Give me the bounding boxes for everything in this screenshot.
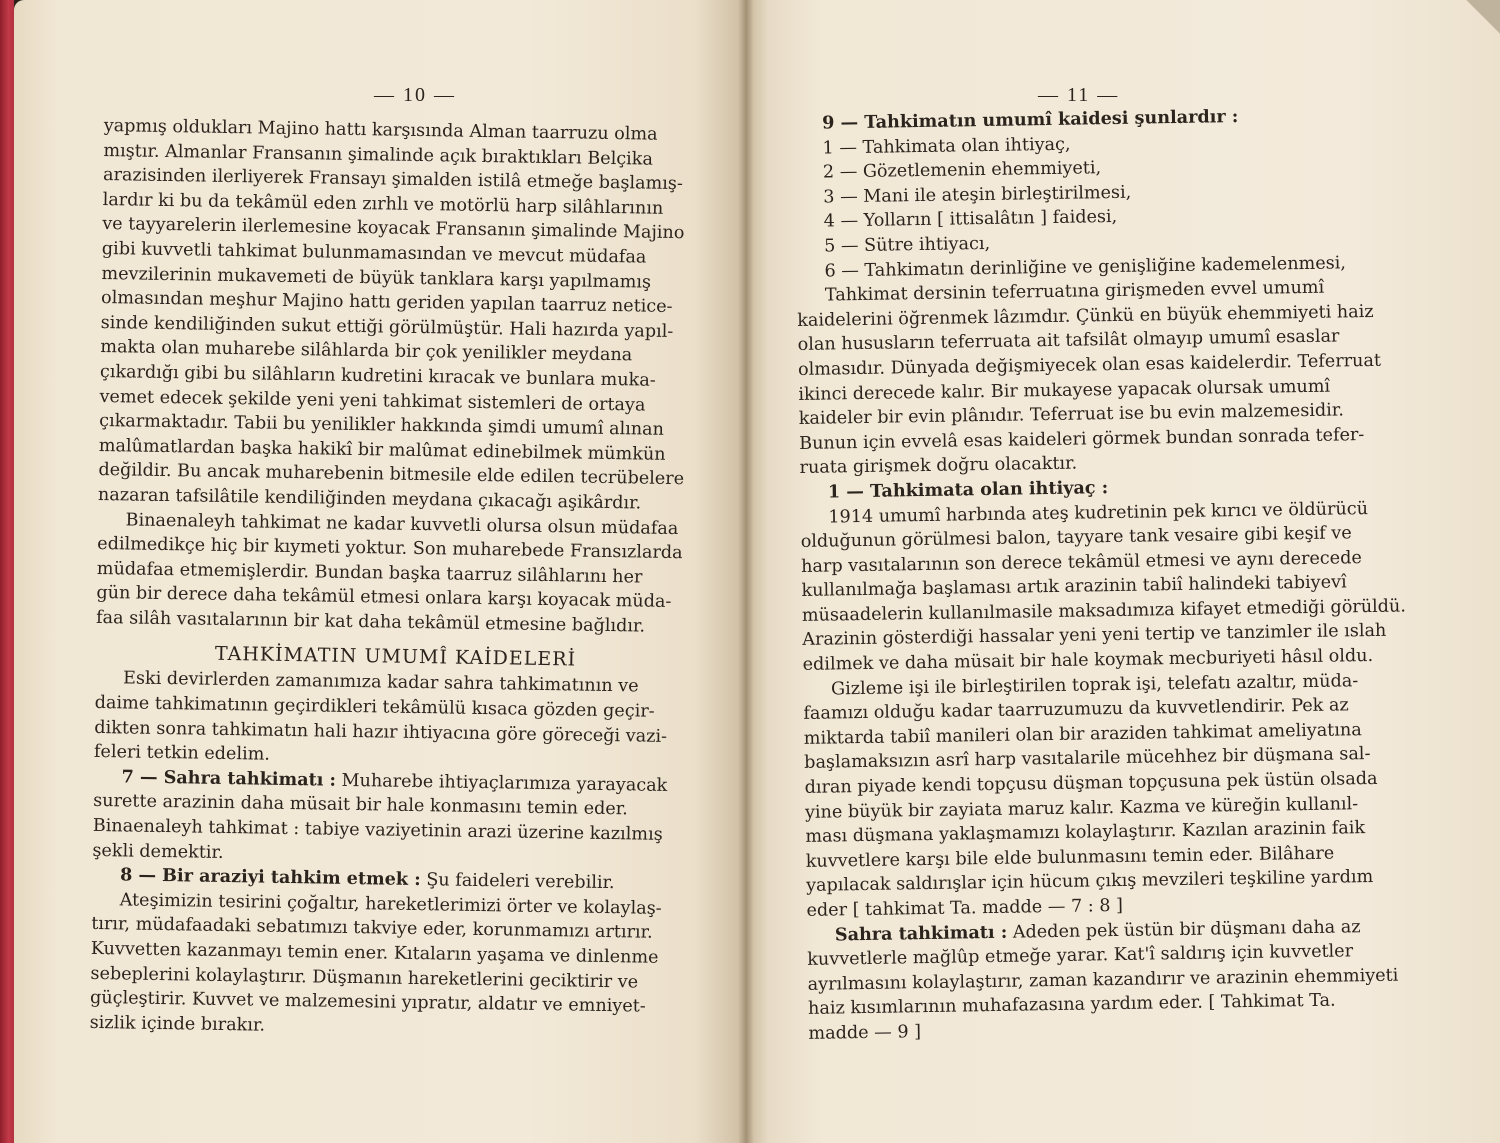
sahra-tahkimati-paragraph [807,914,1403,1046]
text-line: madde — 9 ] [808,1022,922,1044]
text-line: yapmış oldukları Majino hattı karşısında Alman taarruzu olma [103,115,658,145]
text-line: malûmatlardan başka hakikî bir malûmat edinebilmek mümkün [98,435,666,465]
text-line: gibi kuvvetli tahkimat bulunmamasından ve mevcut müdafaa [101,238,647,268]
left-paragraph-2 [96,507,698,639]
text-line: mevzilerinin mukavemeti de büyük tanklara karşı yapılmamış [101,263,652,293]
text-line: sebeplerini kolaylaştırır. Düşmanın hareketlerini geciktirir ve [90,963,639,993]
text-line: Gizleme işi ile birleştirilen toprak işi, telefatı azaltır, müda- [830,670,1359,700]
text-line: ve tayyarelerin ilerlemesine koyacak Fransanın şimalinde Majino [102,214,685,244]
text-line: nazaran tafsilâtile kendiliğinden meydana çıkacağı aşikârdır. [97,484,642,514]
text-line: daime tahkimatının geçirdikleri tekâmülü kısaca gözden geçir- [94,692,655,722]
text-line: kullanılmağa başlaması artık arazinin tabiî halindeki tabiyevî [801,572,1347,602]
text-line: olmasından meşhur Majino hattı geriden yapılan taarruz netice- [100,288,673,318]
text-line: Tahkimat dersinin teferruatına girişmeden evvel umumî [824,277,1325,306]
book-gutter [738,0,754,1143]
right-paragraph-3 [803,668,1401,923]
section-7-text: Muharebe ihtiyaçlarımıza yarayacak [335,770,668,796]
section-9-heading: 9 — Tahkimatın umumî kaidesi şunlardır : [822,106,1239,134]
list-item: 5 — Sütre ihtiyacı, [823,233,991,257]
list-item: 6 — Tahkimatın derinliğine ve genişliğine kademelenmesi, [824,252,1347,282]
text-line: Arazinin gösterdiği hassalar yeni yeni tertip ve tanzimler ile ıslah [802,621,1387,651]
left-page-text [90,114,704,1045]
section-8 [90,863,693,1045]
text-line: lardır ki bu da tekâmül eden zırhlı ve motörlü harp silâhlarının [102,189,664,219]
left-paragraph-3 [94,666,695,774]
text-line: harp vasıtalarının son derece tekâmül etmesi ve aynı derecede [800,547,1362,577]
text-line: haiz kısımlarının muhafazasına yardım eder. [ Tahkimat Ta. [807,990,1336,1020]
sahra-label: Sahra tahkimatı : [834,921,1008,946]
section-8-label: 8 — Bir araziyi tahkim etmek : [119,864,421,891]
left-page [14,0,746,1143]
text-line: ayrılmasını kolaylaştırır, zaman kazandırır ve arazinin ehemmiyeti [807,965,1399,995]
list-item: 4 — Yolların [ ittisalâtın ] faidesi, [823,207,1118,232]
text-line: çıkardığı gibi bu silâhların kudretini kıracak ve bunlara muka- [99,361,656,391]
right-paragraph-1 [797,275,1394,481]
section-7-label: 7 — Sahra tahkimatı : [121,766,337,791]
page-number-left: — 10 — [374,84,456,106]
text-line: değildir. Bu ancak muharebenin bitmesile elde edilen tecrübelere [98,460,685,490]
left-paragraph-1 [98,114,704,517]
text-line: Bunun için evvelâ esas kaideleri görmek bundan sonrada tefer- [799,424,1365,454]
text-line: olduğunun görülmesi balon, tayyare tank vesaire gibi keşif ve [800,523,1352,553]
text-line: vemet edecek şekilde yeni yeni tahkimat sistemleri de ortaya [99,386,646,416]
text-line: sizlik içinde bırakır. [89,1012,266,1036]
text-line: 1914 umumî harbında ateş kudretinin pek kırıcı ve öldürücü [828,498,1369,528]
text-line: dikten sonra tahkimatın hali hazır ihtiyacına göre göreceği vazi- [94,717,668,747]
text-line: olmasıdır. Dünyada değişmiyecek olan esas kaidelerdir. Teferruat [797,350,1382,380]
section-9-list [794,127,1390,284]
right-page [746,0,1500,1143]
text-line: Ateşimizin tesirini çoğaltır, hareketlerimizi örter ve kolaylaş- [119,890,662,919]
text-line: tırır, müdafaadaki sebatımızı takviye eder, korunmamızı artırır. [91,914,653,944]
text-line: miktarda tabiî manileri olan bir araziden tahkimat ameliyatına [803,720,1362,749]
section-7 [92,765,693,873]
section-8-text: Şu faideleri verebilir. [420,870,615,894]
list-item: 2 — Gözetlemenin ehemmiyeti, [822,158,1102,183]
text-line: sinde kendiliğinden sukut ettiği görülmüştür. Hali hazırda yapıl- [100,312,674,342]
text-line: feleri tetkin edelim. [93,742,271,765]
subsection-1-heading: 1 — Tahkimata olan ihtiyaç : [827,477,1109,503]
sahra-text: Adeden pek üstün bir düşmanı daha az [1007,916,1361,943]
text-line: arazisinden ilerliyerek Fransayı şimalden istilâ etmeğe başlamış- [102,165,684,195]
text-line: faa silâh vasıtalarının bir kat daha tekâmül etmesine bağlıdır. [95,607,646,637]
red-cover-edge [0,0,14,1143]
text-line: şekli demektir. [92,840,224,863]
text-line: ruata girişmek doğru olacaktır. [799,453,1078,479]
text-line: Kuvvetten kazanmayı temin ener. Kıtaların yaşama ve dinlenme [90,938,659,968]
text-line: faamızı olduğu kadar taarruzumuzu da kuvvetlendirir. Pek az [803,695,1349,725]
list-item: 1 — Tahkimata olan ihtiyaç, [822,134,1071,159]
text-line: dıran piyade kendi topçusu düşman topçusuna pek üstün olsada [804,768,1378,798]
text-line: ikinci derecede kalır. Bir mukayese yapacak olursak umumî [798,376,1331,405]
text-line: Binaenaleyh tahkimat : tabiye vaziyetinin arazi üzerine kazılmış [92,815,663,845]
text-line: makta olan muharebe silâhlarda bir çok yenilikler meydana [100,337,633,366]
page-number-right: — 11 — [1038,84,1120,106]
text-line: edilmek ve daha müsait bir hale koymak mecburiyeti hâsıl oldu. [802,646,1374,675]
text-line: kaidelerini öğrenmek lâzımdır. Çünkü en büyük ehemmiyeti haiz [797,301,1374,331]
text-line: müdafaa etmemişlerdir. Bundan başka taarruz silâhlarını her [96,558,643,588]
section-heading: TAHKİMATIN UMUMÎ KAİDELERİ [214,643,577,671]
folded-corner [1466,0,1500,40]
text-line: mıştır. Almanlar Fransanın şimalinde açık bıraktıkları Belçika [103,140,654,170]
text-line: ması düşmana yaklaşmamızı kolaylaştırır. Kazılan arazinin faik [805,818,1366,848]
text-line: eder [ tahkimat Ta. madde — 7 : 8 ] [806,895,1124,921]
text-line: yine büyük bir zayiata maruz kalır. Kazma ve küreğin kullanıl- [804,793,1359,823]
text-line: gün bir derece daha tekâmül etmesi onlara karşı koyacak müda- [96,583,672,613]
text-line: olan hususların teferruata ait tafsilât olmayıp umumî esaslar [797,326,1340,356]
text-line: yapılacak saldırışlar için hücum çıkış mevzileri teşkiline yardım [806,867,1374,897]
text-line: kaideler bir evin plânıdır. Teferruat ise bu evin malzemesidir. [798,400,1345,430]
text-line: Eski devirlerden zamanımıza kadar sahra tahkimatının ve [122,668,639,697]
text-line: müsaadelerin kullanılmasile maksadımıza kifayet etmediği görüldü. [801,596,1407,626]
text-line: kuvvetlerle mağlûp etmeğe yarar. Kat'î saldırış için kuvvetler [807,941,1354,971]
text-line: güçleştirir. Kuvvet ve malzemesini yıpratır, aldatır ve emniyet- [89,988,646,1017]
text-line: Binaenaleyh tahkimat ne kadar kuvvetli olursa olsun müdafaa [125,509,679,539]
text-line: kuvvetlere karşı bile elde bulunmasını temin eder. Bilâhare [805,843,1335,872]
right-paragraph-2 [800,496,1407,677]
text-line: surette arazinin daha müsait bir hale konmasını temin eder. [93,791,628,820]
list-item: 3 — Mani ile ateşin birleştirilmesi, [823,182,1132,208]
text-line: edilmedikçe hiç bir kıymeti yoktur. Son muharebede Fransızlarda [97,534,683,564]
text-line: çıkarmaktadır. Tabii bu yenilikler hakkında şimdi umumî alınan [99,411,665,440]
text-line: başlamaksızın asrî harp vasıtalarile mücehhez bir düşmana sal- [804,744,1371,774]
right-page-text [794,103,1407,1047]
